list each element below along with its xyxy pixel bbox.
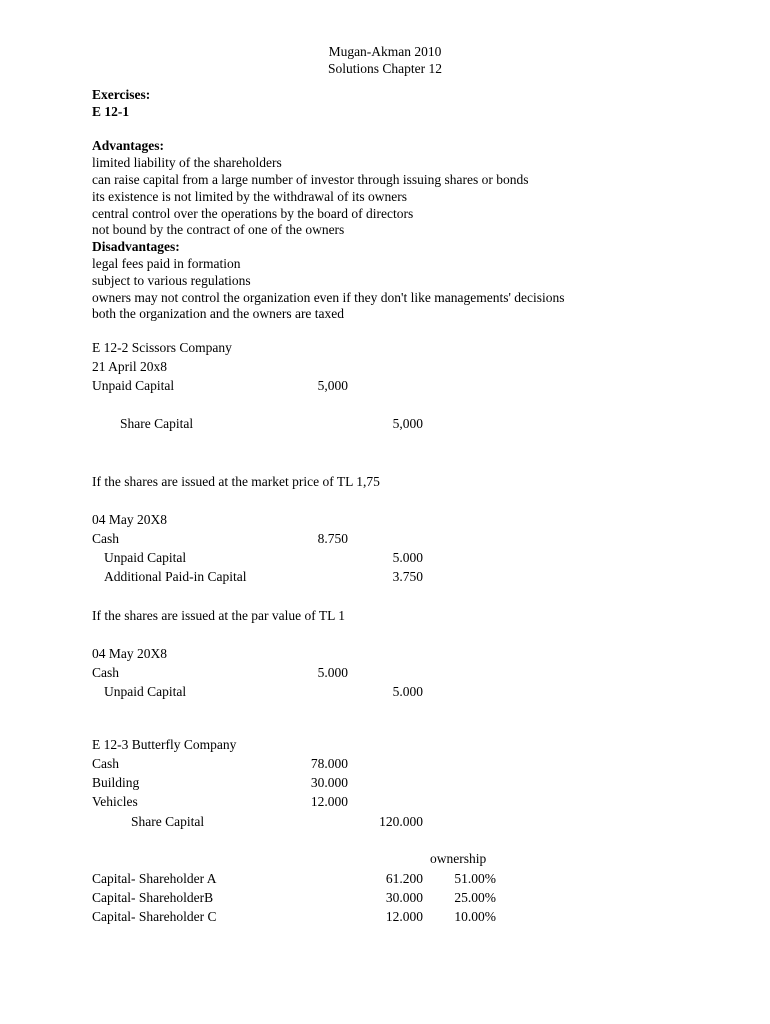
shareholder-account: Capital- Shareholder C xyxy=(92,909,217,924)
debit-amount: 5,000 xyxy=(317,378,348,393)
shareholder-amount: 12.000 xyxy=(385,909,423,924)
debit-account: Cash xyxy=(92,665,119,680)
debit-amount: 8.750 xyxy=(317,531,348,546)
advantage-item: not bound by the contract of one of the owners xyxy=(92,222,345,237)
entry-date: 04 May 20X8 xyxy=(92,646,167,661)
advantage-item: central control over the operations by the board of directors xyxy=(92,206,414,221)
credit-amount: 3.750 xyxy=(392,569,423,584)
disadvantage-item: both the organization and the owners are taxed xyxy=(92,306,345,321)
shareholder-amount: 30.000 xyxy=(385,890,423,905)
advantage-item: can raise capital from a large number of investor through issuing shares or bonds xyxy=(92,172,529,187)
ownership-percent: 51.00% xyxy=(454,871,496,886)
credit-account: Unpaid Capital xyxy=(104,550,187,565)
debit-account: Vehicles xyxy=(92,794,138,809)
credit-account: Unpaid Capital xyxy=(104,684,187,699)
credit-account: Share Capital xyxy=(120,416,194,431)
credit-account: Additional Paid-in Capital xyxy=(104,569,247,584)
advantage-item: limited liability of the shareholders xyxy=(92,155,282,170)
debit-account: Cash xyxy=(92,756,119,771)
exercises-heading: Exercises: xyxy=(92,87,151,102)
ownership-header: ownership xyxy=(430,851,487,866)
shareholder-account: Capital- ShareholderB xyxy=(92,890,214,905)
disadvantage-item: owners may not control the organization even if they don't like managements' decisions xyxy=(92,290,565,305)
entry-date: 04 May 20X8 xyxy=(92,512,167,527)
credit-amount: 120.000 xyxy=(379,814,423,829)
header-author-year: Mugan-Akman 2010 xyxy=(328,44,442,59)
debit-account: Cash xyxy=(92,531,119,546)
disadvantage-item: legal fees paid in formation xyxy=(92,256,241,271)
ownership-percent: 10.00% xyxy=(454,909,496,924)
debit-amount: 5.000 xyxy=(317,665,348,680)
entry-date: 21 April 20x8 xyxy=(92,359,168,374)
credit-amount: 5.000 xyxy=(392,684,423,699)
credit-amount: 5,000 xyxy=(392,416,423,431)
debit-amount: 30.000 xyxy=(310,775,348,790)
advantage-item: its existence is not limited by the withdrawal of its owners xyxy=(92,189,407,204)
case-market-price: If the shares are issued at the market price of TL 1,75 xyxy=(92,474,380,489)
debit-account: Unpaid Capital xyxy=(92,378,175,393)
case-par-value: If the shares are issued at the par value of TL 1 xyxy=(92,608,346,623)
e12-3-title: E 12-3 Butterfly Company xyxy=(92,737,237,752)
debit-amount: 12.000 xyxy=(310,794,348,809)
disadvantages-heading: Disadvantages: xyxy=(92,239,180,254)
debit-amount: 78.000 xyxy=(310,756,348,771)
debit-account: Building xyxy=(92,775,140,790)
header-chapter-title: Solutions Chapter 12 xyxy=(328,61,442,76)
shareholder-amount: 61.200 xyxy=(385,871,423,886)
advantages-heading: Advantages: xyxy=(92,138,165,153)
credit-amount: 5.000 xyxy=(392,550,423,565)
e12-2-title: E 12-2 Scissors Company xyxy=(92,340,232,355)
shareholder-account: Capital- Shareholder A xyxy=(92,871,217,886)
ownership-percent: 25.00% xyxy=(454,890,496,905)
disadvantage-item: subject to various regulations xyxy=(92,273,251,288)
e12-1-title: E 12-1 xyxy=(92,104,130,119)
credit-account: Share Capital xyxy=(131,814,205,829)
